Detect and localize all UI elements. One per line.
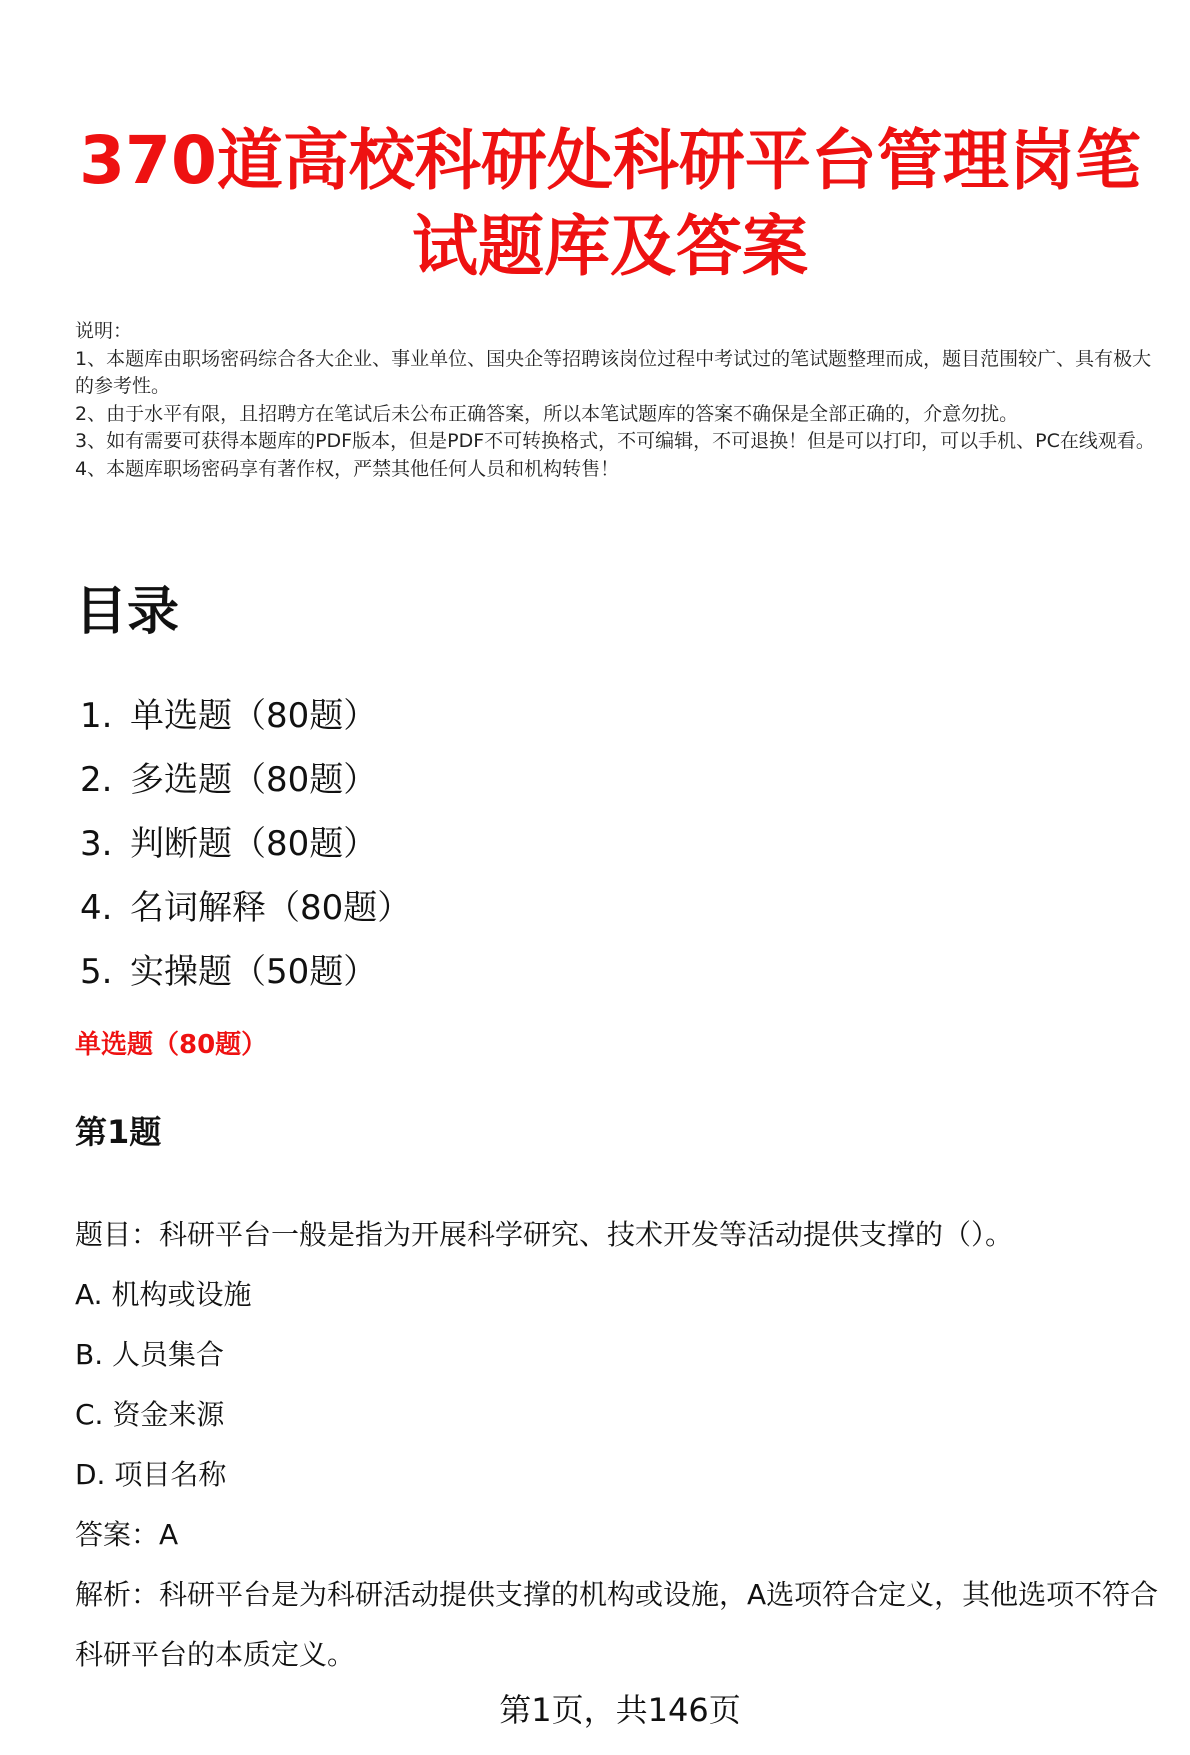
document-title: 370道高校科研处科研平台管理岗笔试题库及答案 [79, 122, 1141, 285]
toc-item-number: 3. [80, 824, 113, 864]
toc-item [80, 940, 411, 1004]
question-block [75, 1205, 1165, 1685]
toc-item-number: 4. [80, 888, 113, 928]
answer: 答案：A [75, 1518, 179, 1551]
option-d: D. 项目名称 [75, 1458, 227, 1491]
question-number: 第1题 [75, 1113, 162, 1151]
toc-item-number: 5. [80, 952, 113, 992]
instruction-item: 1、本题库由职场密码综合各大企业、事业单位、国央企等招聘该岗位过程中考试过的笔试题整理而成，题目范围较广、具有极大的参考性。 [75, 347, 1152, 397]
toc-item [80, 684, 411, 748]
option-a: A. 机构或设施 [75, 1278, 252, 1311]
page-footer: 第1页，共146页 [499, 1691, 741, 1729]
option-c: C. 资金来源 [75, 1398, 225, 1431]
toc-item-label: 判断题（80题） [130, 824, 378, 864]
toc-item-label: 实操题（50题） [130, 952, 378, 992]
question-stem: 题目：科研平台一般是指为开展科学研究、技术开发等活动提供支撑的（）。 [75, 1218, 1014, 1251]
toc-item-label: 多选题（80题） [130, 760, 378, 800]
toc-item [80, 748, 411, 812]
instruction-item: 2、由于水平有限，且招聘方在笔试后未公布正确答案，所以本笔试题库的答案不确保是全部正确的，介意勿扰。 [75, 402, 1019, 425]
instructions-section [75, 318, 1155, 483]
toc-item [80, 812, 411, 876]
toc-item-label: 名词解释（80题） [130, 888, 412, 928]
toc-item-label: 单选题（80题） [130, 696, 378, 736]
instructions-heading: 说明： [75, 320, 133, 342]
toc-item-number: 1. [80, 696, 113, 736]
explanation: 解析：科研平台是为科研活动提供支撑的机构或设施，A选项符合定义，其他选项不符合科研平台的本质定义。 [75, 1578, 1159, 1671]
toc-item [80, 876, 411, 940]
instruction-item: 4、本题库职场密码享有著作权，严禁其他任何人员和机构转售！ [75, 457, 620, 480]
toc-item-number: 2. [80, 760, 113, 800]
section-heading: 单选题（80题） [75, 1030, 268, 1060]
instruction-item: 3、如有需要可获得本题库的PDF版本，但是PDF不可转换格式，不可编辑，不可退换！但是可以打印，可以手机、PC在线观看。 [75, 430, 1155, 452]
table-of-contents [80, 684, 411, 1004]
toc-heading: 目录 [75, 582, 180, 642]
option-b: B. 人员集合 [75, 1338, 225, 1371]
